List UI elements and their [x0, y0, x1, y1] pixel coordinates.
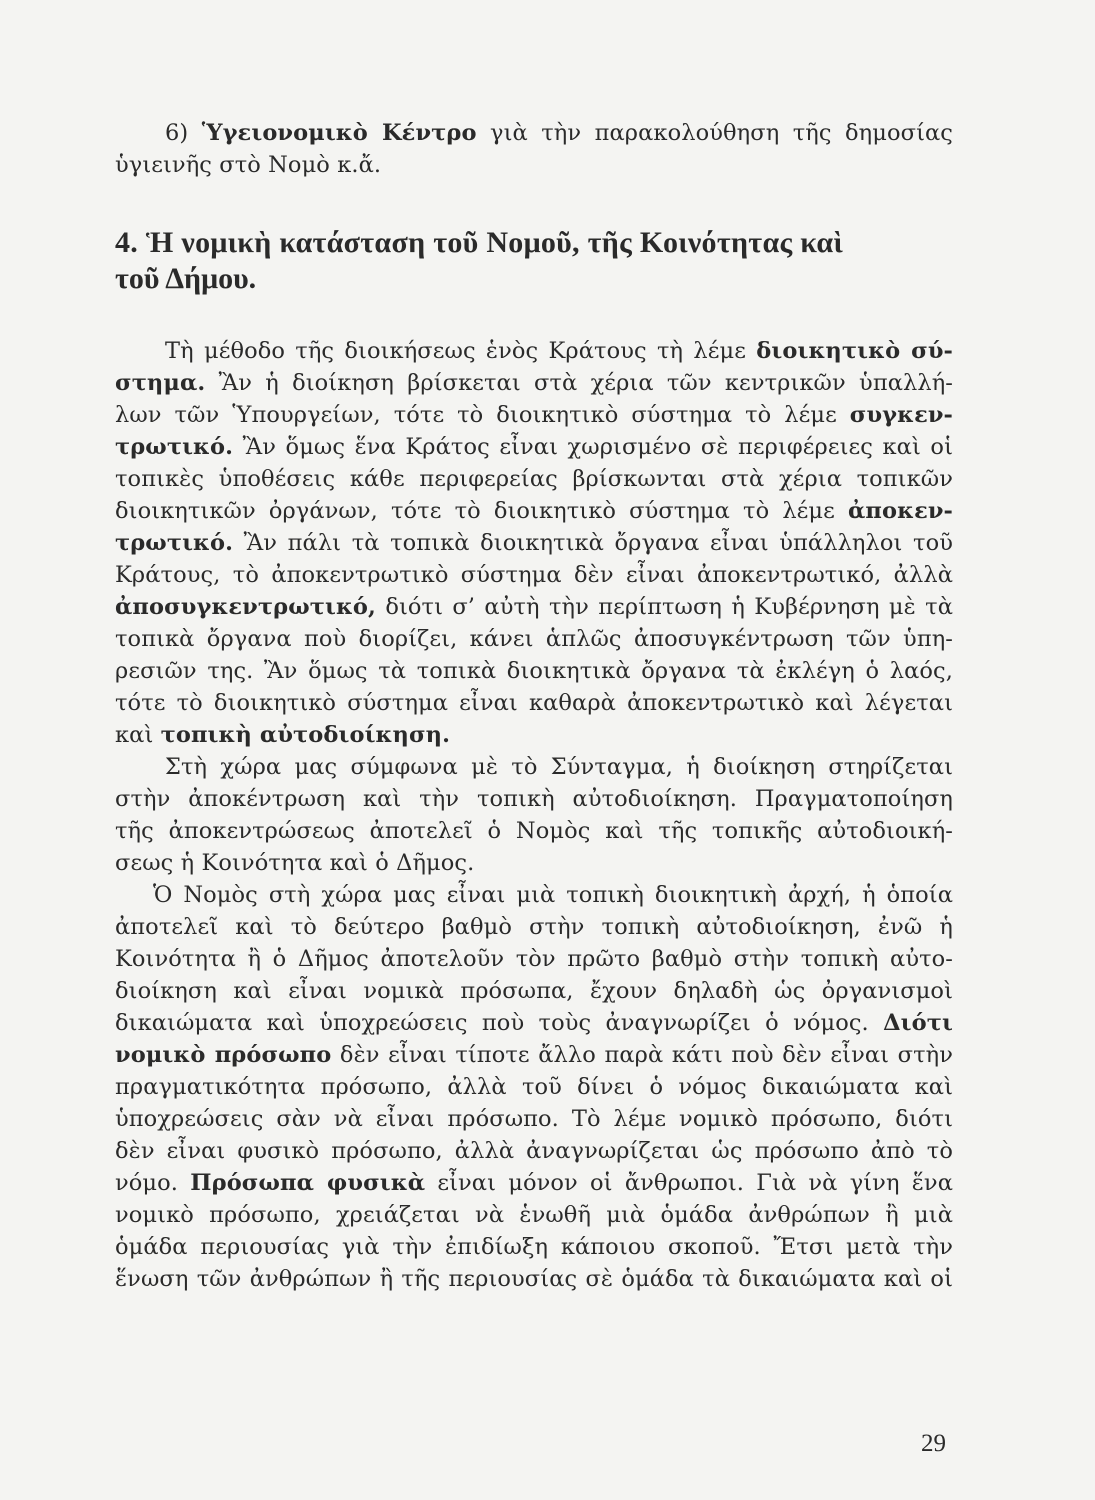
- bold-term: στημα.: [115, 370, 206, 396]
- bold-term: ἀποκεν-: [848, 498, 953, 524]
- text: ὑγιεινῆς στὸ Νομὸ κ.ἄ.: [115, 152, 382, 178]
- text: δὲν εἶναι φυσικὸ πρόσωπο, ἀλλὰ ἀναγνωρίζεται ὡς πρόσωπο ἀπὸ τὸ: [115, 1138, 953, 1164]
- text-line: [115, 1071, 953, 1103]
- section-heading: [115, 225, 953, 297]
- bold-term: διοικητικὸ σύ-: [756, 338, 953, 364]
- bold-term: Ὑγειονομικὸ Κέντρο: [201, 120, 477, 146]
- bold-term: τοπικὴ αὐτοδιοίκηση.: [160, 722, 451, 748]
- text: τῆς ἀποκεντρώσεως ἀποτελεῖ ὁ Νομὸς καὶ τῆς τοπικῆς αὐτοδιοική-: [115, 818, 953, 844]
- paragraph-2: [115, 751, 953, 879]
- text-line: [115, 367, 953, 399]
- text-line: [115, 815, 953, 847]
- text: σεως ἡ Κοινότητα καὶ ὁ Δῆμος.: [115, 850, 475, 876]
- bold-term: Διότι: [883, 1010, 953, 1036]
- text: Ὁ Νομὸς στὴ χώρα μας εἶναι μιὰ τοπικὴ διοικητικὴ ἀρχή, ἡ ὁποία: [153, 882, 953, 908]
- text: Ἂν ἡ διοίκηση βρίσκεται στὰ χέρια τῶν κεντρικῶν ὑπαλλή-: [205, 370, 953, 396]
- text-line: [115, 911, 953, 943]
- text-line: [115, 1167, 953, 1199]
- text-line: [115, 431, 953, 463]
- text-line: [115, 399, 953, 431]
- list-item-6: [115, 117, 953, 149]
- text-line: [115, 463, 953, 495]
- text-line: [115, 655, 953, 687]
- text-line: [115, 1231, 953, 1263]
- text-line: [115, 943, 953, 975]
- text-line: [115, 1263, 953, 1295]
- text-line: [115, 527, 953, 559]
- text: νόμο.: [115, 1170, 191, 1196]
- text-line: [115, 751, 953, 783]
- bold-term: τρωτικό.: [115, 434, 234, 460]
- text-line: [115, 1007, 953, 1039]
- text: εἶναι μόνον οἱ ἄνθρωποι. Γιὰ νὰ γίνη ἕνα: [425, 1170, 953, 1196]
- text-line: [115, 335, 953, 367]
- text: διοίκηση καὶ εἶναι νομικὰ πρόσωπα, ἔχουν δηλαδὴ ὡς ὀργανισμοὶ: [115, 978, 953, 1004]
- text-line: [115, 879, 953, 911]
- bold-term: ἀποσυγκεντρωτικό,: [115, 594, 376, 620]
- text-line: [115, 1199, 953, 1231]
- text-line: [115, 719, 953, 751]
- item-label: 6): [165, 120, 202, 146]
- text: Στὴ χώρα μας σύμφωνα μὲ τὸ Σύνταγμα, ἡ διοίκηση στηρίζεται: [165, 754, 953, 780]
- text: ὑποχρεώσεις σὰν νὰ εἶναι πρόσωπο. Τὸ λέμε νομικὸ πρόσωπο, διότι: [115, 1106, 953, 1132]
- text: τότε τὸ διοικητικὸ σύστημα εἶναι καθαρὰ ἀποκεντρωτικὸ καὶ λέγεται: [115, 690, 953, 716]
- text: ἀποτελεῖ καὶ τὸ δεύτερο βαθμὸ στὴν τοπικὴ αὐτοδιοίκηση, ἐνῶ ἡ: [115, 914, 953, 940]
- paragraph-1: [115, 335, 953, 751]
- section-heading-line-1: 4. Ἡ νομικὴ κατάσταση τοῦ Νομοῦ, τῆς Κοινότητας καὶ: [115, 226, 843, 259]
- section-heading-line-2: τοῦ Δήμου.: [115, 262, 257, 295]
- list-item-6-cont: [115, 149, 953, 181]
- text: δὲν εἶναι τίποτε ἄλλο παρὰ κάτι ποὺ δὲν εἶναι στὴν: [331, 1042, 954, 1068]
- text: γιὰ τὴν παρακολούθηση τῆς δημοσίας: [476, 120, 953, 146]
- paragraph-3: [115, 879, 953, 1295]
- text: ρεσιῶν της. Ἂν ὅμως τὰ τοπικὰ διοικητικὰ ὄργανα τὰ ἐκλέγη ὁ λαός,: [115, 658, 953, 684]
- text-line: [115, 1135, 953, 1167]
- bold-term: Πρόσωπα φυσικὰ: [190, 1170, 426, 1196]
- text: λων τῶν Ὑπουργείων, τότε τὸ διοικητικὸ σύστημα τὸ λέμε: [115, 402, 850, 428]
- text: Κοινότητα ἢ ὁ Δῆμος ἀποτελοῦν τὸν πρῶτο βαθμὸ στὴν τοπικὴ αὐτο-: [115, 946, 953, 972]
- text-line: [115, 1039, 953, 1071]
- text: στὴν ἀποκέντρωση καὶ τὴν τοπικὴ αὐτοδιοίκηση. Πραγματοποίηση: [115, 786, 953, 812]
- text: δικαιώματα καὶ ὑποχρεώσεις ποὺ τοὺς ἀναγνωρίζει ὁ νόμος.: [115, 1010, 884, 1036]
- page-body: [115, 117, 953, 1295]
- bold-term: τρωτικό.: [115, 530, 234, 556]
- text: Ἂν ὅμως ἕνα Κράτος εἶναι χωρισμένο σὲ περιφέρειες καὶ οἱ: [233, 434, 953, 460]
- text: πραγματικότητα πρόσωπο, ἀλλὰ τοῦ δίνει ὁ νόμος δικαιώματα καὶ: [115, 1074, 953, 1100]
- text: τοπικὰ ὄργανα ποὺ διορίζει, κάνει ἁπλῶς ἀποσυγκέντρωση τῶν ὑπη-: [115, 626, 953, 652]
- text: διοικητικῶν ὀργάνων, τότε τὸ διοικητικὸ σύστημα τὸ λέμε: [115, 498, 849, 524]
- text: διότι σ’ αὐτὴ τὴν περίπτωση ἡ Κυβέρνηση μὲ τὰ: [375, 594, 953, 620]
- text: Κράτους, τὸ ἀποκεντρωτικὸ σύστημα δὲν εἶναι ἀποκεντρωτικό, ἀλλὰ: [115, 562, 953, 588]
- text-line: [115, 559, 953, 591]
- text-line: [115, 623, 953, 655]
- text-line: [115, 975, 953, 1007]
- text-line: [115, 591, 953, 623]
- text: νομικὸ πρόσωπο, χρειάζεται νὰ ἑνωθῆ μιὰ ὁμάδα ἀνθρώπων ἢ μιὰ: [115, 1202, 953, 1228]
- text: τοπικὲς ὑποθέσεις κάθε περιφερείας βρίσκωνται στὰ χέρια τοπικῶν: [115, 466, 953, 492]
- text: ἕνωση τῶν ἀνθρώπων ἢ τῆς περιουσίας σὲ ὁμάδα τὰ δικαιώματα καὶ οἱ: [115, 1266, 953, 1292]
- text: Τὴ μέθοδο τῆς διοικήσεως ἑνὸς Κράτους τὴ λέμε: [165, 338, 757, 364]
- text: Ἂν πάλι τὰ τοπικὰ διοικητικὰ ὄργανα εἶναι ὑπάλληλοι τοῦ: [233, 530, 953, 556]
- bold-term: νομικὸ πρόσωπο: [115, 1042, 332, 1068]
- page-number: 29: [921, 1430, 946, 1457]
- text: καὶ: [115, 722, 161, 748]
- text: ὁμάδα περιουσίας γιὰ τὴν ἐπιδίωξη κάποιου σκοποῦ. Ἔτσι μετὰ τὴν: [115, 1234, 953, 1260]
- text-line: [115, 495, 953, 527]
- text-line: [115, 687, 953, 719]
- bold-term: συγκεν-: [849, 402, 953, 428]
- text-line: [115, 1103, 953, 1135]
- text-line: [115, 783, 953, 815]
- text-line: [115, 847, 953, 879]
